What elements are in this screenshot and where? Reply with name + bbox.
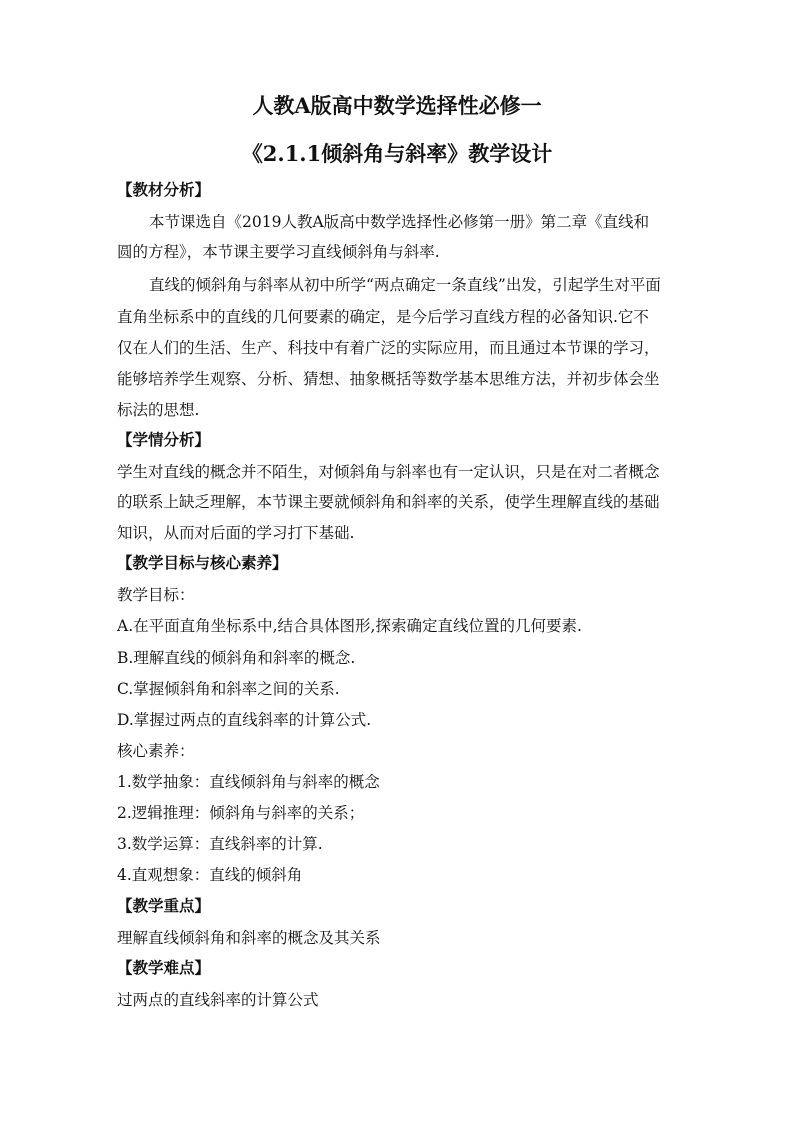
paragraph-line: 理解直线倾斜角和斜率的概念及其关系 bbox=[117, 929, 381, 947]
paragraph-line: 仅在人们的生活、生产、科技中有着广泛的实际应用，而且通过本节课的学习， bbox=[117, 339, 660, 357]
section-heading-textbook-analysis: 【教材分析】 bbox=[117, 180, 211, 199]
paragraph-line: 学生对直线的概念并不陌生，对倾斜角与斜率也有一定认识，只是在对二者概念 bbox=[117, 463, 660, 481]
literacy-item: 1.数学抽象：直线倾斜角与斜率的概念 bbox=[117, 773, 380, 791]
paragraph-line: 直线的倾斜角与斜率从初中所学“两点确定一条直线”出发，引起学生对平面 bbox=[149, 276, 661, 294]
goals-label: 教学目标： bbox=[117, 586, 195, 604]
goal-item: D.掌握过两点的直线斜率的计算公式. bbox=[117, 711, 372, 729]
literacy-item: 2.逻辑推理：倾斜角与斜率的关系； bbox=[117, 804, 365, 822]
goal-item: C.掌握倾斜角和斜率之间的关系. bbox=[117, 680, 340, 698]
section-heading-difficulties: 【教学难点】 bbox=[117, 958, 211, 977]
paragraph-line: 能够培养学生观察、分析、猜想、抽象概括等数学基本思维方法，并初步体会坐 bbox=[117, 370, 660, 388]
literacy-label: 核心素养： bbox=[117, 742, 195, 760]
section-heading-student-analysis: 【学情分析】 bbox=[117, 430, 211, 449]
paragraph-line: 本节课选自《2019人教A版高中数学选择性必修第一册》第二章《直线和 bbox=[149, 213, 650, 231]
goal-item: A.在平面直角坐标系中,结合具体图形,探索确定直线位置的几何要素. bbox=[117, 617, 582, 635]
literacy-item: 4.直观想象：直线的倾斜角 bbox=[117, 866, 303, 884]
literacy-item: 3.数学运算：直线斜率的计算. bbox=[117, 835, 323, 853]
section-heading-key-points: 【教学重点】 bbox=[117, 896, 211, 915]
document-title-line2: 《2.1.1倾斜角与斜率》教学设计 bbox=[241, 141, 553, 166]
paragraph-line: 标法的思想. bbox=[117, 401, 200, 419]
paragraph-line: 的联系上缺乏理解，本节课主要就倾斜角和斜率的关系，使学生理解直线的基础 bbox=[117, 493, 660, 511]
section-heading-teaching-goals: 【教学目标与核心素养】 bbox=[117, 553, 288, 572]
paragraph-line: 圆的方程》，本节课主要学习直线倾斜角与斜率. bbox=[117, 243, 440, 261]
goal-item: B.理解直线的倾斜角和斜率的概念. bbox=[117, 649, 356, 667]
document-title-line1: 人教A版高中数学选择性必修一 bbox=[252, 93, 542, 118]
paragraph-line: 直角坐标系中的直线的几何要素的确定，是今后学习直线方程的必备知识.它不 bbox=[117, 308, 649, 326]
paragraph-line: 知识，从而对后面的学习打下基础. bbox=[117, 524, 355, 542]
paragraph-line: 过两点的直线斜率的计算公式 bbox=[117, 991, 319, 1009]
